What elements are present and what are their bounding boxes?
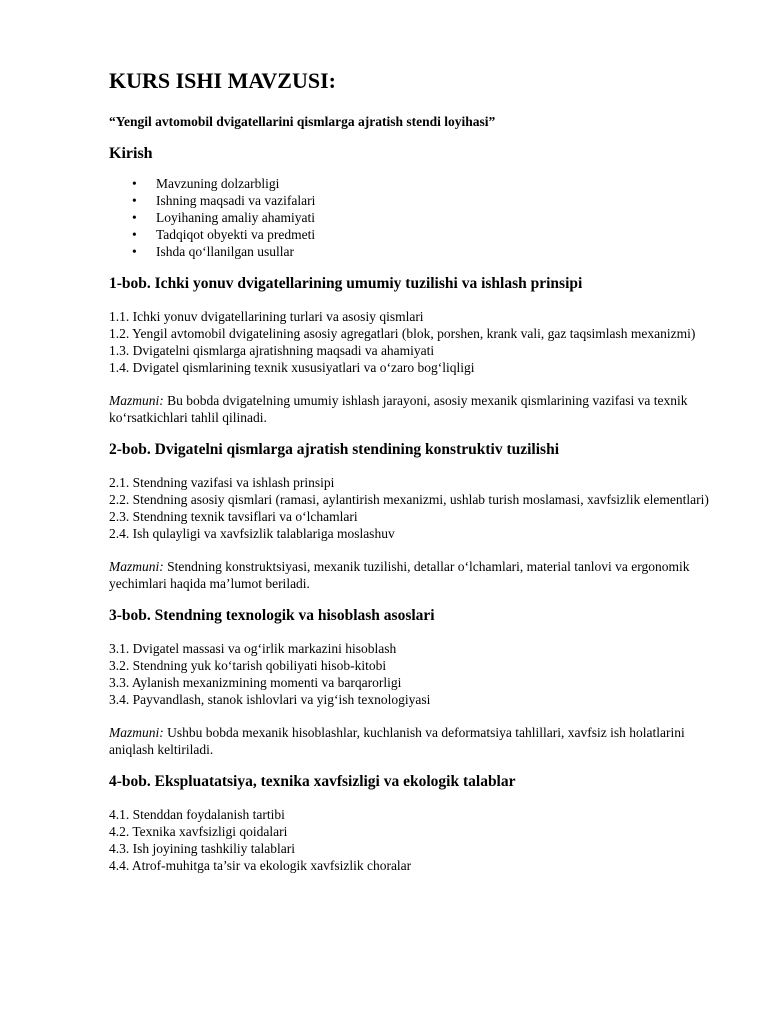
bullet-icon: • [132, 244, 137, 259]
intro-bullet-item [109, 243, 719, 260]
section-item: 2.2. Stendning asosiy qismlari (ramasi, aylantirish mexanizmi, ushlab turish moslamasi, xavfsizlik elementlari) [109, 492, 709, 507]
section-item: 3.1. Dvigatel massasi va og‘irlik markazini hisoblash [109, 641, 397, 656]
intro-bullet-item [109, 209, 719, 226]
section-list [109, 474, 719, 542]
chapter-heading: 1-bob. Ichki yonuv dvigatellarining umumiy tuzilishi va ishlash prinsipi [109, 275, 583, 292]
intro-heading: Kirish [109, 145, 153, 162]
section-item: 4.3. Ish joyining tashkiliy talablari [109, 841, 295, 856]
chapter-2 [109, 440, 719, 592]
chapter-4 [109, 772, 719, 874]
section-item: 2.4. Ish qulayligi va xavfsizlik talablariga moslashuv [109, 526, 395, 541]
section-item: 4.2. Texnika xavfsizligi qoidalari [109, 824, 288, 839]
intro-bullet-list [109, 175, 719, 260]
section-item: 3.2. Stendning yuk ko‘tarish qobiliyati hisob-kitobi [109, 658, 387, 673]
intro-bullet-text: Loyihaning amaliy ahamiyati [156, 210, 315, 225]
section-item: 2.3. Stendning texnik tavsiflari va o‘lchamlari [109, 509, 358, 524]
bullet-icon: • [132, 176, 137, 191]
section-item: 3.4. Payvandlash, stanok ishlovlari va yig‘ish texnologiyasi [109, 692, 431, 707]
document-title: KURS ISHI MAVZUSI: [109, 68, 336, 93]
section-item: 1.4. Dvigatel qismlarining texnik xususiyatlari va o‘zaro bog‘liqligi [109, 360, 475, 375]
section-list [109, 806, 719, 874]
summary-label: Mazmuni: [109, 393, 164, 408]
intro-bullet-text: Mavzuning dolzarbligi [156, 176, 280, 191]
section-list [109, 308, 719, 376]
chapter-summary [109, 392, 719, 426]
section-item: 4.1. Stenddan foydalanish tartibi [109, 807, 285, 822]
section-item: 1.1. Ichki yonuv dvigatellarining turlari va asosiy qismlari [109, 309, 424, 324]
chapter-3 [109, 606, 719, 758]
chapter-heading: 4-bob. Ekspluatatsiya, texnika xavfsizligi va ekologik talablar [109, 773, 516, 790]
intro-bullet-text: Ishda qo‘llanilgan usullar [156, 244, 294, 259]
section-item: 2.1. Stendning vazifasi va ishlash prinsipi [109, 475, 335, 490]
bullet-icon: • [132, 227, 137, 242]
intro-bullet-item [109, 226, 719, 243]
bullet-icon: • [132, 193, 137, 208]
summary-text: Bu bobda dvigatelning umumiy ishlash jarayoni, asosiy mexanik qismlarining vazifasi va texnik ko‘rsatkichlari tahlil qilinadi. [109, 393, 688, 425]
course-topic: “Yengil avtomobil dvigatellarini qismlarga ajratish stendi loyihasi” [109, 114, 496, 129]
chapter-summary [109, 724, 719, 758]
intro-bullet-item [109, 175, 719, 192]
summary-text: Stendning konstruktsiyasi, mexanik tuzilishi, detallar o‘lchamlari, material tanlovi va ergonomik yechimlari haqida ma’lumot beriladi. [109, 559, 690, 591]
summary-text: Ushbu bobda mexanik hisoblashlar, kuchlanish va deformatsiya tahlillari, xavfsiz ish holatlarini aniqlash keltiriladi. [109, 725, 685, 757]
section-item: 1.3. Dvigatelni qismlarga ajratishning maqsadi va ahamiyati [109, 343, 435, 358]
bullet-icon: • [132, 210, 137, 225]
intro-bullet-text: Ishning maqsadi va vazifalari [156, 193, 316, 208]
chapter-summary [109, 558, 719, 592]
intro-bullet-item [109, 192, 719, 209]
document-page [109, 66, 719, 890]
chapter-heading: 3-bob. Stendning texnologik va hisoblash asoslari [109, 607, 435, 624]
chapter-heading: 2-bob. Dvigatelni qismlarga ajratish stendining konstruktiv tuzilishi [109, 441, 559, 458]
section-item: 3.3. Aylanish mexanizmining momenti va barqarorligi [109, 675, 402, 690]
summary-label: Mazmuni: [109, 559, 164, 574]
summary-label: Mazmuni: [109, 725, 164, 740]
section-list [109, 640, 719, 708]
intro-bullet-text: Tadqiqot obyekti va predmeti [156, 227, 316, 242]
section-item: 4.4. Atrof-muhitga ta’sir va ekologik xavfsizlik choralar [109, 858, 412, 873]
chapter-1 [109, 274, 719, 426]
section-item: 1.2. Yengil avtomobil dvigatelining asosiy agregatlari (blok, porshen, krank vali, gaz taqsimlash mexanizmi) [109, 326, 696, 341]
